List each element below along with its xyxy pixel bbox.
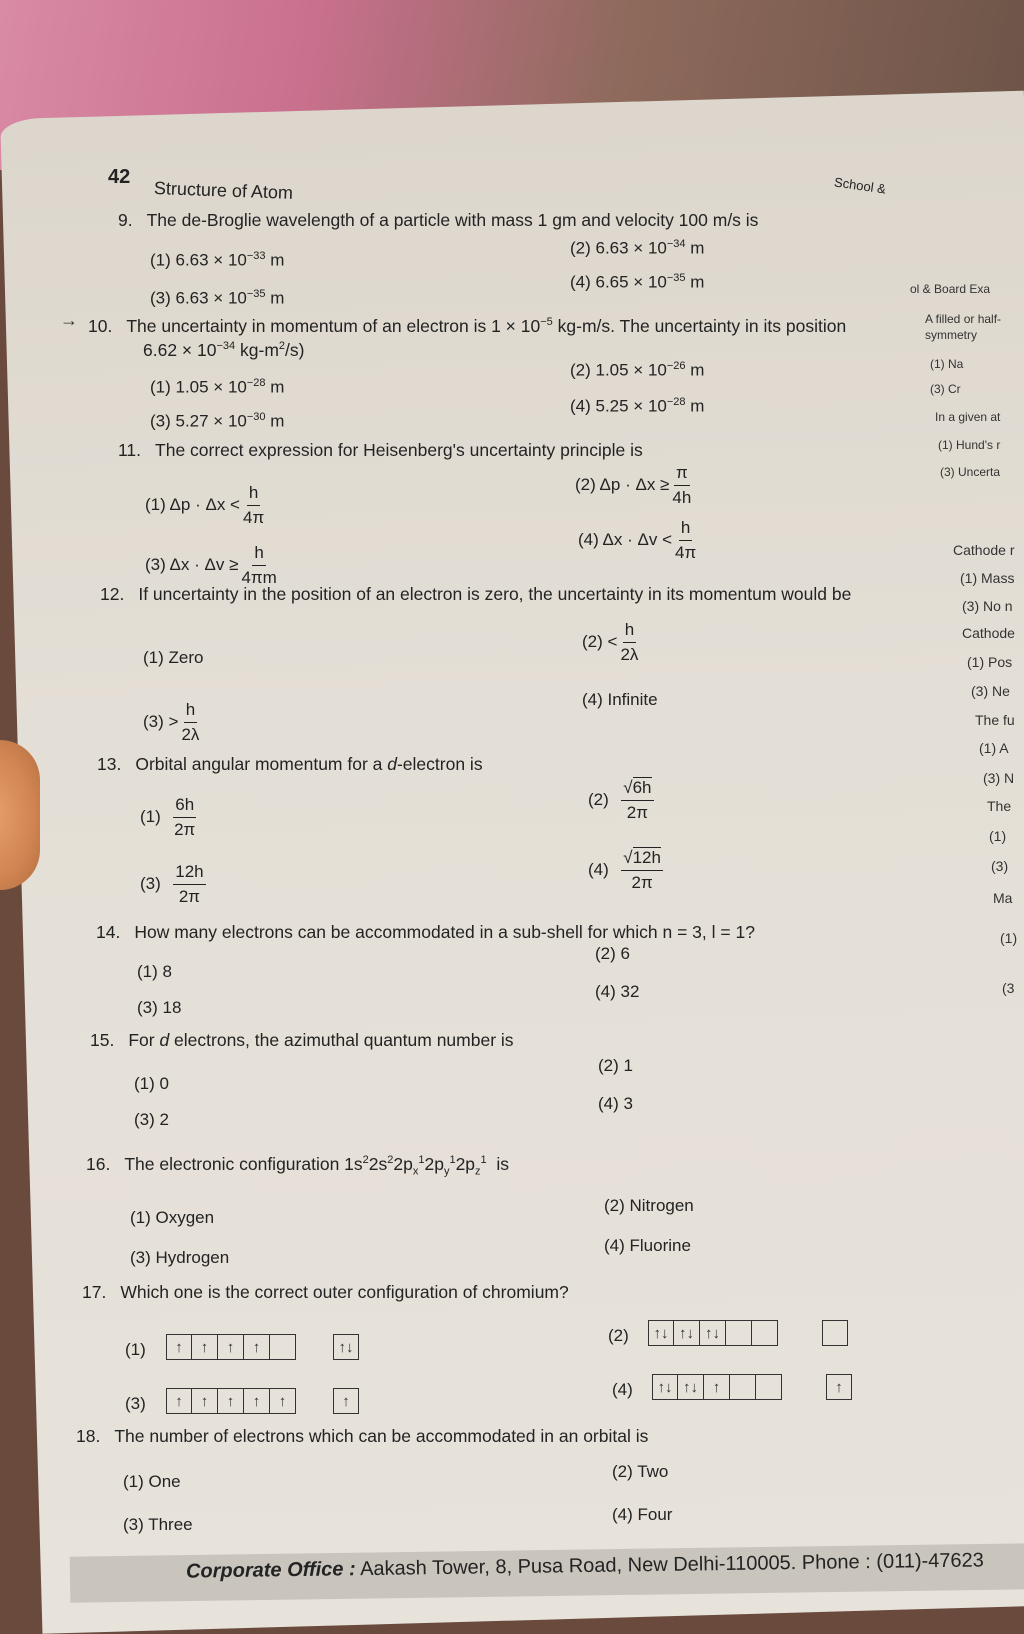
q15-option-3[interactable]: (3) 2: [134, 1110, 169, 1129]
side-text: The: [987, 798, 1012, 814]
side-text: (3: [1002, 980, 1015, 996]
q17-option-3-d-boxes: [166, 1388, 296, 1414]
q15-option-4[interactable]: (4) 3: [598, 1094, 633, 1113]
q11-option-2[interactable]: (2) Δp · Δx ≥ $\frac{\pi}{4h}$: [575, 463, 692, 507]
q18-option-4[interactable]: (4) Four: [612, 1505, 673, 1524]
side-text: (1) Pos: [967, 654, 1013, 670]
side-text: (1): [1000, 930, 1018, 946]
q16-option-3[interactable]: (3) Hydrogen: [130, 1248, 230, 1267]
side-text: (3) Cr: [930, 382, 961, 396]
orbital-box: ↑: [166, 1334, 192, 1360]
question-10: 10. The uncertainty in momentum of an electron is $1 \times 10^{-5}$ kg-m/s. The uncertainty in its position: [88, 316, 847, 336]
q11-option-3[interactable]: (3) Δx · Δv ≥ $\frac{h}{4\pi m}$: [145, 543, 277, 587]
q17-option-4-label[interactable]: (4): [612, 1380, 633, 1399]
q10-option-3[interactable]: (3) $5.27 \times 10^{-30}$ m: [150, 411, 285, 431]
side-text: (3) No n: [962, 598, 1013, 614]
question-15: 15. For d electrons, the azimuthal quantum number is: [90, 1030, 514, 1050]
question-12: 12. If uncertainty in the position of an electron is zero, the uncertainty in its momentum would be: [100, 584, 852, 604]
q10-option-1[interactable]: (1) $1.05 \times 10^{-28}$ m: [150, 377, 285, 397]
q14-option-1[interactable]: (1) 8: [137, 962, 172, 981]
q17-option-4-d-boxes: [652, 1374, 782, 1400]
q12-option-4[interactable]: (4) Infinite: [582, 690, 658, 709]
q9-option-1[interactable]: (1) $6.63 \times 10^{-33}$ m: [150, 250, 285, 270]
orbital-box: [270, 1334, 296, 1360]
q13-option-3[interactable]: (3) $\frac{12h}{2\pi}$: [140, 862, 204, 906]
orbital-box: ↑: [218, 1334, 244, 1360]
question-16: 16. The electronic configuration $1s^22s^22p_x^12p_y^12p_z^1$ is: [86, 1154, 510, 1178]
footer-label: Corporate Office :: [185, 1558, 356, 1583]
question-14: 14. How many electrons can be accommodated in a sub-shell for which n = 3, l = 1?: [96, 922, 755, 942]
side-text: Cathode: [962, 625, 1015, 641]
side-text: (1): [989, 828, 1007, 844]
q17-option-1-label[interactable]: (1): [125, 1340, 146, 1359]
orbital-box: ↑↓: [674, 1320, 700, 1346]
q17-option-1-d-boxes: [166, 1334, 296, 1360]
corner-text: School &: [833, 174, 887, 197]
orbital-box: ↑: [166, 1388, 192, 1414]
side-text: (3) Ne: [971, 683, 1010, 699]
q10-option-4[interactable]: (4) $5.25 \times 10^{-28}$ m: [570, 396, 705, 416]
orbital-box: ↑: [192, 1334, 218, 1360]
side-text: ol & Board Exa: [910, 282, 991, 296]
q9-option-2[interactable]: (2) $6.63 \times 10^{-34}$ m: [570, 238, 705, 258]
side-text: (1) A: [979, 740, 1009, 756]
side-text: The fu: [975, 712, 1015, 728]
q17-option-1-s-box: ↑↓: [333, 1334, 359, 1360]
q14-option-4[interactable]: (4) 32: [595, 982, 640, 1001]
orbital-box: ↑: [192, 1388, 218, 1414]
side-text: Cathode r: [953, 542, 1015, 558]
side-text: (3) Uncerta: [940, 465, 1001, 479]
q9-option-3[interactable]: (3) $6.63 \times 10^{-35}$ m: [150, 288, 285, 308]
q14-option-3[interactable]: (3) 18: [137, 998, 182, 1017]
q17-option-4-s-box: ↑: [826, 1374, 852, 1400]
q14-option-2[interactable]: (2) 6: [595, 944, 630, 963]
q15-option-1[interactable]: (1) 0: [134, 1074, 169, 1093]
orbital-box: [730, 1374, 756, 1400]
side-text: (3) N: [983, 770, 1015, 786]
q10-option-2[interactable]: (2) $1.05 \times 10^{-26}$ m: [570, 360, 705, 380]
orbital-box: [726, 1320, 752, 1346]
q13-option-1[interactable]: (1) $\frac{6h}{2\pi}$: [140, 795, 196, 839]
q17-option-2-s-box: [822, 1320, 848, 1346]
q9-option-4[interactable]: (4) $6.65 \times 10^{-35}$ m: [570, 272, 705, 292]
question-10-line2: $6.62 \times 10^{-34}$ $kg-m^2/s$): [143, 340, 305, 360]
q17-option-3-label[interactable]: (3): [125, 1394, 146, 1413]
orbital-box: ↑↓: [678, 1374, 704, 1400]
q18-option-3[interactable]: (3) Three: [123, 1515, 193, 1534]
side-text: (1) Mass: [960, 570, 1015, 586]
orbital-box: ↑: [270, 1388, 296, 1414]
side-text: symmetry: [925, 328, 977, 342]
side-text: A filled or half-: [925, 312, 1002, 326]
q13-option-4[interactable]: (4) $\frac{√12h}{2\pi}$: [588, 848, 661, 892]
question-13: 13. Orbital angular momentum for a d-electron is: [97, 754, 483, 774]
question-18: 18. The number of electrons which can be accommodated in an orbital is: [76, 1426, 649, 1446]
q16-option-1[interactable]: (1) Oxygen: [130, 1208, 215, 1227]
q17-option-2-d-boxes: [648, 1320, 778, 1346]
side-text: (1) Hund's r: [938, 438, 1001, 452]
question-11: 11. The correct expression for Heisenberg's uncertainty principle is: [118, 440, 643, 460]
side-text: (1) Na: [930, 357, 964, 371]
q12-option-1[interactable]: (1) Zero: [143, 648, 204, 667]
orbital-box: ↑: [218, 1388, 244, 1414]
chapter-title: Structure of Atom: [153, 178, 294, 203]
q16-option-4[interactable]: (4) Fluorine: [604, 1236, 691, 1255]
orbital-box: [756, 1374, 782, 1400]
footer-text: Aakash Tower, 8, Pusa Road, New Delhi-110005. Phone : (011)-47623: [355, 1549, 984, 1581]
q17-option-3-s-box: ↑: [333, 1388, 359, 1414]
question-9: 9. The de-Broglie wavelength of a particle with mass 1 gm and velocity 100 m/s is: [118, 210, 759, 230]
orbital-box: [752, 1320, 778, 1346]
q17-option-2-label[interactable]: (2): [608, 1326, 629, 1345]
side-text: (3): [991, 858, 1009, 874]
adjacent-page-column: [905, 240, 1024, 1540]
thumb: [0, 740, 40, 890]
q16-option-2[interactable]: (2) Nitrogen: [604, 1196, 694, 1215]
orbital-box: ↑: [244, 1334, 270, 1360]
q11-option-4[interactable]: (4) Δx · Δv < $\frac{h}{4\pi}$: [578, 518, 697, 562]
page-number: 42: [108, 166, 131, 188]
orbital-box: ↑↓: [648, 1320, 674, 1346]
q12-option-2[interactable]: (2) < $\frac{h}{2\lambda}$: [582, 620, 639, 664]
side-text: In a given at: [935, 410, 1001, 424]
orbital-box: ↑: [244, 1388, 270, 1414]
q18-option-1[interactable]: (1) One: [123, 1472, 181, 1491]
question-17: 17. Which one is the correct outer configuration of chromium?: [82, 1282, 569, 1302]
q15-option-2[interactable]: (2) 1: [598, 1056, 633, 1075]
side-text: Ma: [993, 890, 1013, 906]
orbital-box: ↑↓: [700, 1320, 726, 1346]
q13-option-2[interactable]: (2) $\frac{√6h}{2\pi}$: [588, 778, 652, 822]
q18-option-2[interactable]: (2) Two: [612, 1462, 669, 1481]
orbital-box: ↑: [704, 1374, 730, 1400]
orbital-box: ↑↓: [652, 1374, 678, 1400]
q12-option-3[interactable]: (3) > $\frac{h}{2\lambda}$: [143, 700, 200, 744]
hand-drawn-arrow: →: [60, 310, 78, 330]
q11-option-1[interactable]: (1) Δp · Δx < $\frac{h}{4\pi}$: [145, 483, 265, 527]
